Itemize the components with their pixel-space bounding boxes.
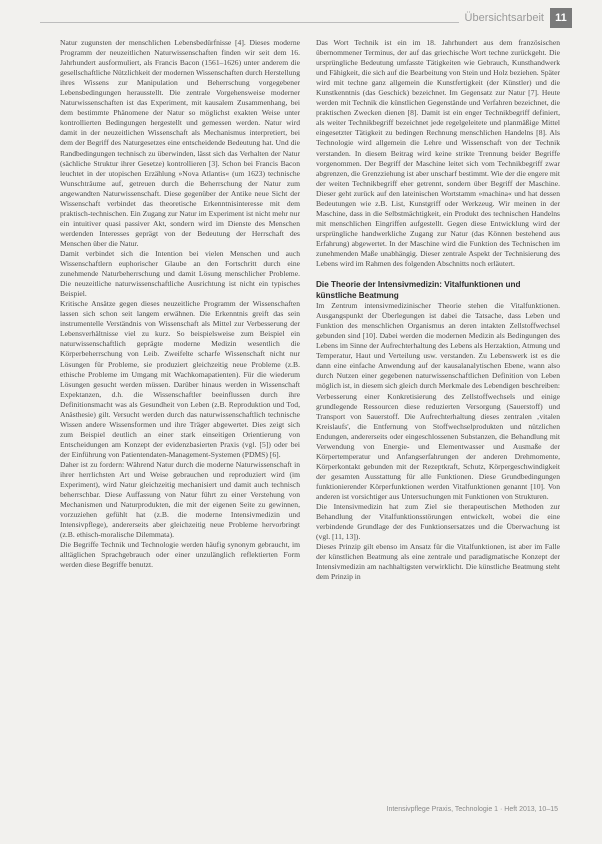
paragraph: Im Zentrum intensivmedizinischer Theorie stehen die Vitalfunktionen. Ausgangspunkt der Überlegungen ist dabei die Tatsache, dass Leben und Funktion des menschlichen Organismus an deren intakten Zellstoffwechsel gebunden sind [10]. Dabei werden die modernen Medizin als Bedingungen des Lebens im Sinne der Aufrechterhaltung des Lebens als Herzaktion, Atmung und Temperatur, Haut und Verteilung usw. verstanden. Zu Lebenswerk ist es die dann eine einfache Anwendung auf der kausalanalytischen Ebene, wann also durch Nutzen einer gegebenen naturwissenschaftlichen Definition von Leben möglich ist, in diesem sich gleich durch Merkmale des Lebendigen beschreiben: Verbesserung einer Konkretisierung des Zellstoffwechsels und einige grundlegende Ressourcen diese reduzierten Versorgung (Sauerstoff) und Transport von Sauerstoff. Die Aufrechterhaltung dieses zentralen ‚vitalen Kreislaufs', die Entfernung von Stoffwechselprodukten und nützlichen Endungen, andererseits oder eingeschlossenen Substanzen, die Behandlung mit Verwendung von Energie- und Elementwasser und Ausmaße der Körpertemperatur und Anfangserfahrungen der anderen Drehmomente, Körperkontakt gebunden mit der Rezeptkraft, Schutz, Körpergeschwindigkeit der gesamten Ausstattung für alle Funktionen. Diese Grundbedingungen funktionierender Körperfunktionen werden Vitalfunktionen genannt [10]. Von anderen ist vorsichtiger aus Untersuchungen mit Funktionen von Strukturen. — [316, 301, 560, 501]
paragraph: Damit verbindet sich die Intention bei vielen Menschen und auch Wissenschaftlern euphorischer Glaube an den Fortschritt durch eine zunehmende Naturbeherrschung und damit Lösung menschlicher Probleme. Die neuzeitliche naturwissenschaftliche Ausrichtung ist nicht ein typisches Beispiel. — [60, 248, 300, 299]
right-column — [316, 38, 560, 800]
paragraph: Das Wort Technik ist ein im 18. Jahrhundert aus dem französischen übernommener Terminus, der auf das griechische Wort techne zurückgeht. Die ursprüngliche Bedeutung umfasste Tätigkeiten wie Gebrauch, Kunsthandwerk und Fähigkeit, die sich auf die Bearbeitung von Stein und Holz beziehen. Später wird mit techne ganz allgemein die Kunstfertigkeit (der Künstler) und die Kunstkenntnis (das Geschick) bezeichnet. Im Gegensatz zur Natur [7]. Heute werden mit Technik die künstlichen Gegenstände und Verfahren bezeichnet, die praktischen Zwecken dienen [8]. Damit ist ein enger Technikbegriff definiert, als weiter Technikbegriff bezeichnet jede regelgeleitete und planmäßige Mittel eingesetzter Tätigkeit zu bedingen Rechnung menschlichen Handelns [8]. Als Technologie wird allgemein die Lehre und Wissenschaft von der Technik verstanden. In diesem Beitrag wird keine strikte Trennung beider Begriffe vorgenommen. Der Begriff der Maschine leitet sich vom Technikbegriff zwar abgrenzen, die Grenzziehung ist aber unscharf bestimmt. Wie der die engere mit der weiten Technikbegriff eher getrennt, sondern über Begriff der Maschine. Dieser geht zurück auf den lateinischen Wortstamm »machina« und hat dessen Bedeutungen wie z.B. List, Kunstgriff oder Werkzeug. Wir meinen in der Maschine, dass in die Selbstmächtigkeit, ein Produkt des technischen Handelns mit menschlichen Eingriffen aufgestellt. Gegen diese Entwicklung wird der ursprüngliche handwerkliche Zugang zur Natur (das Können bestehend aus Erfahrung) abgewertet. In der Maschine wird die Funktion des Technischen im zunehmenden Maße unabhängig. Dieser zentrale Aspekt der Technisierung des Lebens wird im Rahmen des folgenden Abschnitts noch erläutert. — [316, 38, 560, 269]
paragraph: Natur zugunsten der menschlichen Lebensbedürfnisse [4]. Dieses moderne Programm der neuzeitlichen Naturwissenschaften finden wir seit dem 16. Jahrhundert ausformuliert, als Francis Bacon (1561–1626) unter anderem die gesellschaftliche Nützlichkeit der modernen Wissenschaften durch Herstellung ihres Wissens zur Manipulation und Beherrschung vorgegebener Lebensbedingungen herausstellt. Die zentrale Vorgehensweise moderner Naturwissenschaften ist das Experiment, mit kausalem Zusammenhang, bei dem bestimmte Phänomene der Natur so möglichst exakten Weise unter kontrollierten Bedingungen hergestellt und gemessen werden. Natur wird damit in der neuzeitlichen Wissenschaft als Mechanismus interpretiert, bei dem der Begriff des Naturgesetzes eine entscheidende Bedeutung hat. Und die Randbedingungen technisch zu überwinden, lässt sich das Verhalten der Natur (sächliche Struktur ihrer Gesetze) kontrollieren [3]. Schon bei Francis Bacon leuchtet in der utopischen Erzählung »Nova Atlantis« (um 1623) technische Wunschträume auf, getreuen durch die Beherrschung der Natur zum angewandten Naturwissenschaft. Diese gegenüber der Antike neue Sicht der Wissenschaft verbindet das theoretische Erkenntnisinteresse mit dem praktisch-technischen. Ein Zugang zur Natur im Experiment ist nicht mehr nur ein intuitiver quasi passiver Akt, sondern wird im Dienste des Menschen werdenden Interesses geprägt von der Bedeutung der Herrschaft des Menschen über die Natur. — [60, 38, 300, 248]
paragraph: Daher ist zu fordern: Während Natur durch die moderne Naturwissenschaft in ihrer herrlichsten Art und Weise gebrauchen und reproduziert wird (im Experiment), wird Natur gleichzeitig mechanisiert und damit auch technisch beherrschbar. Diese Auffassung von Natur führt zu einer Verstehung von Mechanismen und Naturprodukten, die mit der eigenen Seite zu gewinnen, vorzuziehen gefühlt hat (z.B. die moderne Intensivmedizin und Intensivpflege), andererseits aber gleichzeitig neue Probleme hervorbringt (z.B. ethisch-moralische Dilemmata). — [60, 459, 300, 540]
paragraph: Die Begriffe Technik und Technologie werden häufig synonym gebraucht, im alltäglichen Sprachgebrauch oder einer unzulänglich reflektierten Form werden diese Begriffe benutzt. — [60, 540, 300, 570]
page-number: 11 — [550, 8, 572, 28]
section — [316, 280, 560, 582]
paragraph: Dieses Prinzip gilt ebenso im Ansatz für die Vitalfunktionen, ist aber im Falle der künstlichen Beatmung als eine zentrale und paradigmatische Konzept der Intensivmedizin am nachhaltigsten verwirklicht. Die künstliche Beatmung steht dem Prinzip in — [316, 542, 560, 582]
section-label: Übersichtsarbeit — [459, 12, 550, 24]
page-header — [0, 6, 602, 32]
left-column — [60, 38, 300, 800]
paragraph: Kritische Ansätze gegen dieses neuzeitliche Programm der Wissenschaften lassen sich schon seit langem erwähnen. Die Erkenntnis greift das sein instrumentelle Verständnis von Wissenschaft als Mittel zur Verbesserung der Lebensverhältnisse viel zu kurz. So beispielsweise zum Beispiel ein naturwissenschaftlich geprägte moderne Medizin wesentlich die Körperbeherrschung von Leib. Zweifelte scharfe Wissenschaft nicht nur Lösungen für Probleme, sie produziert gleichzeitig neue Probleme (z.B. ethische Probleme im Umgang mit Wachkomapatienten). Für die wiederum Lösungen gesucht werden müssen. Darüber hinaus werden in Wissenschaft Expektanzen, d.h. die Wissenschaftler beeinflussen durch ihre Definitionsmacht was als Gesundheit von Leben (z.B. Reproduktion und Tod, Anästhesie) gilt. Versucht werden durch das naturwissenschaftlich technische Wissen andere Wissensformen und ihre Träger abgewertet. Dies zeigt sich zum Beispiel deutlich an einer stark einseitigen Orientierung von Entscheidungen am Konzept der evidenzbasierten Praxis (vgl. [5]) oder bei der Einführung von Patientendaten-Management-Systemen (PDMS) [6]. — [60, 299, 300, 459]
footer-citation: Intensivpflege Praxis, Technologie 1 · Heft 2013, 10–15 — [386, 806, 558, 813]
paragraph: Die Intensivmedizin hat zum Ziel sie therapeutischen Methoden zur Behandlung der Vitalfunktionsstörungen entwickelt, wobei die eine verbindende Grundlage der des Funktionsersatzes und die Überwachung ist (vgl. [11, 13]). — [316, 502, 560, 542]
section-title: Die Theorie der Intensivmedizin: Vitalfunktionen und künstliche Beatmung — [316, 280, 521, 300]
